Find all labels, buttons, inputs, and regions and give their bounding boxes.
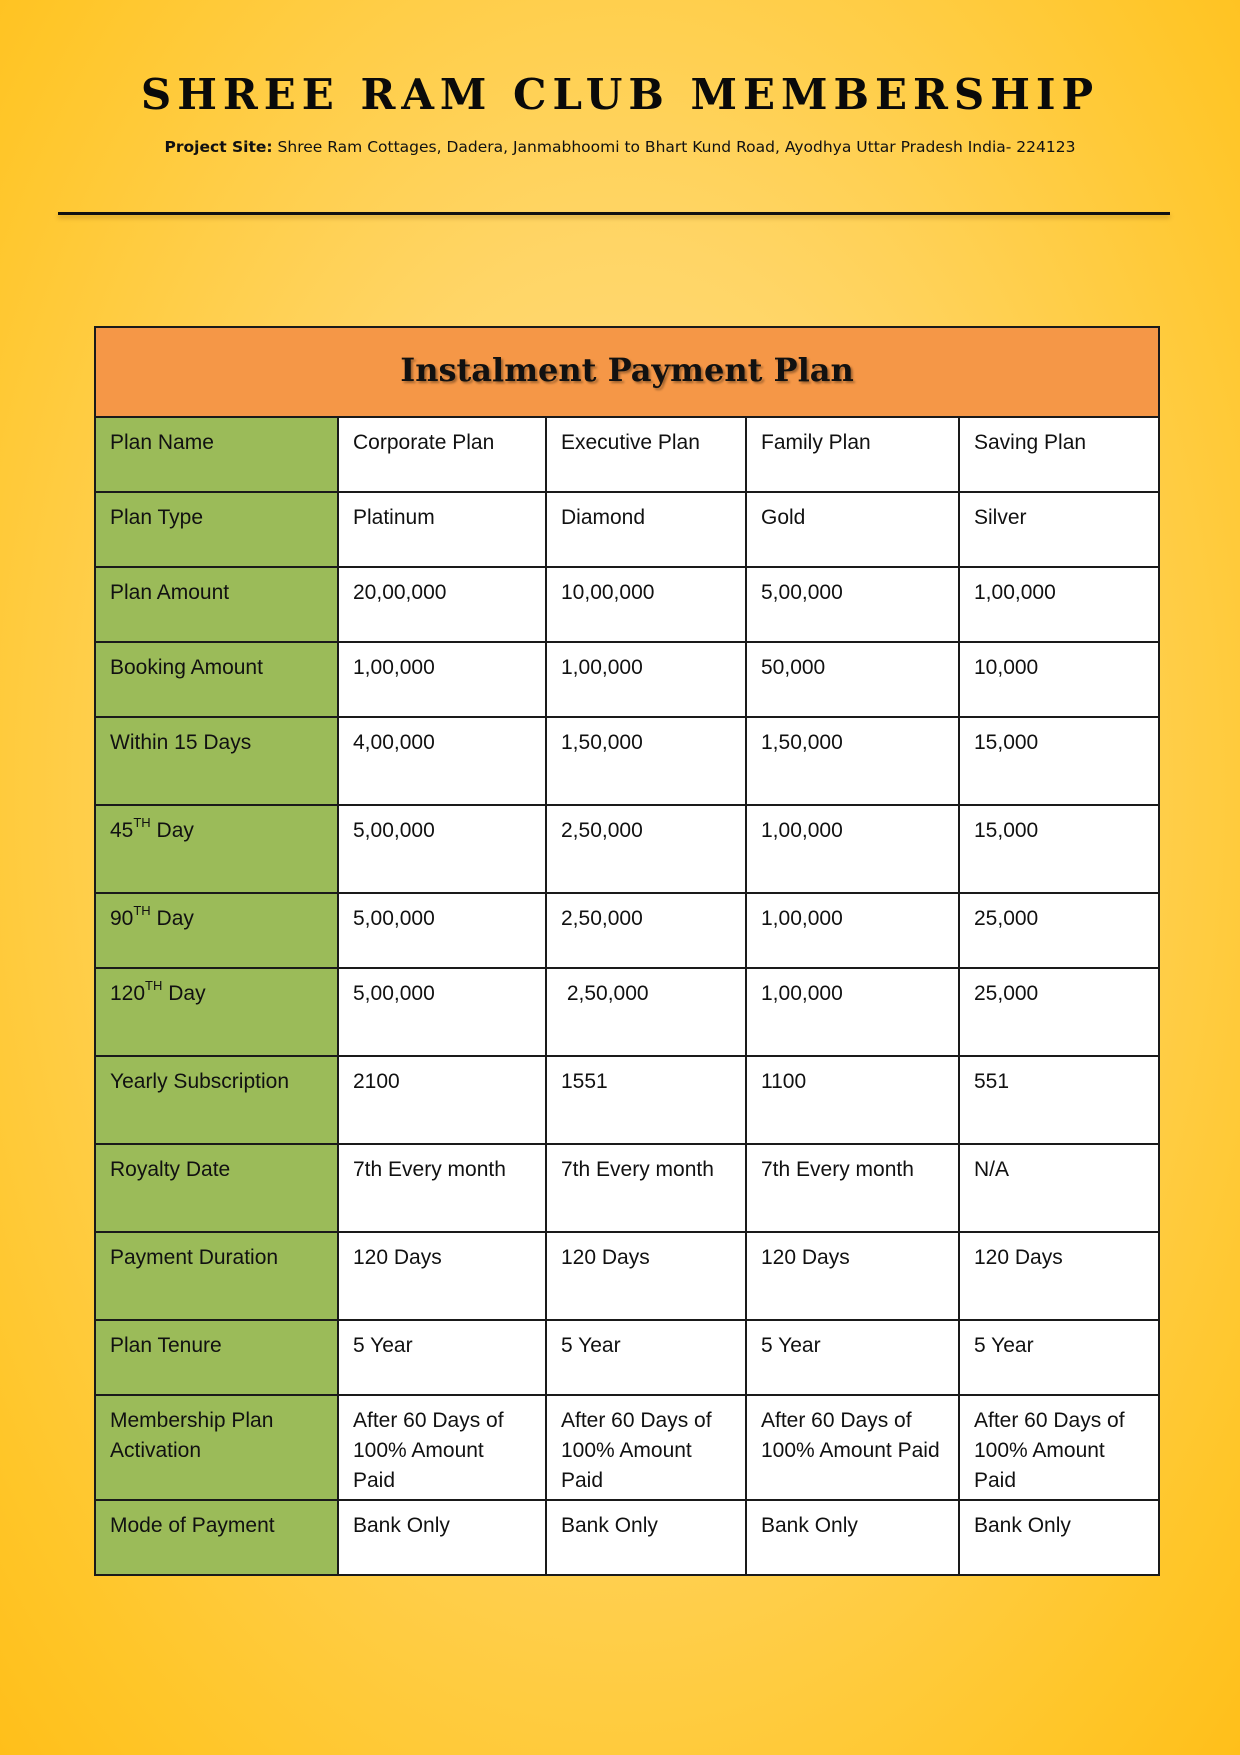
row-label-text: Plan Amount	[110, 581, 230, 604]
row-label	[95, 1056, 338, 1144]
table-cell: 1,00,000	[338, 642, 546, 717]
table-cell: Corporate Plan	[338, 417, 546, 492]
table-cell: 5,00,000	[746, 567, 959, 642]
table-cell: Bank Only	[338, 1500, 546, 1575]
table-cell: 25,000	[959, 893, 1159, 968]
table-caption-row	[95, 327, 1159, 417]
table-row	[95, 492, 1159, 567]
row-label	[95, 805, 338, 893]
table-caption	[95, 327, 1159, 417]
table-row	[95, 893, 1159, 968]
row-label	[95, 567, 338, 642]
row-label	[95, 1232, 338, 1320]
table-body	[95, 417, 1159, 1575]
table-cell: 2100	[338, 1056, 546, 1144]
row-label-suffix: Day	[162, 982, 206, 1005]
table-cell: 20,00,000	[338, 567, 546, 642]
table-cell: 10,00,000	[546, 567, 746, 642]
table-cell: 10,000	[959, 642, 1159, 717]
page-title: SHREE RAM CLUB MEMBERSHIP	[140, 70, 1100, 119]
table-cell: 5,00,000	[338, 968, 546, 1056]
project-site-label: Project Site:	[164, 138, 273, 156]
table-cell: 5 Year	[546, 1320, 746, 1395]
project-site-address: Shree Ram Cottages, Dadera, Janmabhoomi to Bhart Kund Road, Ayodhya Uttar Pradesh India- 224123	[277, 138, 1076, 156]
table-cell: 50,000	[746, 642, 959, 717]
table-cell: Saving Plan	[959, 417, 1159, 492]
table-cell: 5,00,000	[338, 805, 546, 893]
table-cell: Platinum	[338, 492, 546, 567]
table-cell: 7th Every month	[338, 1144, 546, 1232]
table-cell: 1,00,000	[746, 968, 959, 1056]
row-label	[95, 1320, 338, 1395]
row-label	[95, 642, 338, 717]
table-cell: Bank Only	[546, 1500, 746, 1575]
table-cell: Family Plan	[746, 417, 959, 492]
row-label	[95, 1395, 338, 1500]
table-row	[95, 1320, 1159, 1395]
row-label-suffix: Day	[150, 907, 194, 930]
table-cell: 1,00,000	[746, 893, 959, 968]
row-label	[95, 417, 338, 492]
table-cell: After 60 Days of 100% Amount Paid	[338, 1395, 546, 1500]
table-row	[95, 1500, 1159, 1575]
table-row	[95, 805, 1159, 893]
table-cell: 7th Every month	[746, 1144, 959, 1232]
row-label	[95, 1500, 338, 1575]
row-label	[95, 492, 338, 567]
table-cell: 551	[959, 1056, 1159, 1144]
table-cell: 120 Days	[338, 1232, 546, 1320]
table-row	[95, 567, 1159, 642]
table-cell: 5 Year	[338, 1320, 546, 1395]
table-cell: 1,00,000	[746, 805, 959, 893]
table-cell: 120 Days	[546, 1232, 746, 1320]
table-row	[95, 968, 1159, 1056]
row-label-text: Plan Name	[110, 431, 214, 454]
table-cell: 5,00,000	[338, 893, 546, 968]
row-label-text: Booking Amount	[110, 656, 263, 679]
table-cell: 1551	[546, 1056, 746, 1144]
table-row	[95, 642, 1159, 717]
table-cell: Gold	[746, 492, 959, 567]
row-label-text: Membership Plan Activation	[110, 1409, 274, 1462]
row-label-text: 90	[110, 907, 134, 930]
row-label-text: 45	[110, 819, 134, 842]
row-label-superscript: TH	[133, 903, 151, 918]
table-row	[95, 717, 1159, 805]
table-cell: Executive Plan	[546, 417, 746, 492]
row-label-text: 120	[110, 982, 146, 1005]
row-label	[95, 893, 338, 968]
table-cell: 2,50,000	[546, 805, 746, 893]
header-divider	[58, 212, 1170, 215]
row-label	[95, 717, 338, 805]
table-cell: Bank Only	[746, 1500, 959, 1575]
row-label-superscript: TH	[133, 815, 151, 830]
table-cell: After 60 Days of 100% Amount Paid	[546, 1395, 746, 1500]
row-label-superscript: TH	[145, 978, 163, 993]
table-cell: 2,50,000	[546, 968, 746, 1056]
payment-plan-table	[94, 326, 1160, 1576]
table-cell: 1,50,000	[546, 717, 746, 805]
table-cell: 1,00,000	[959, 567, 1159, 642]
table-row	[95, 1395, 1159, 1500]
table-row	[95, 1232, 1159, 1320]
table-cell: Silver	[959, 492, 1159, 567]
table-cell: 2,50,000	[546, 893, 746, 968]
row-label-suffix: Day	[150, 819, 194, 842]
table-cell: 120 Days	[746, 1232, 959, 1320]
table-cell: After 60 Days of 100% Amount Paid	[959, 1395, 1159, 1500]
row-label	[95, 1144, 338, 1232]
row-label-text: Within 15 Days	[110, 731, 252, 754]
table-cell: 15,000	[959, 717, 1159, 805]
table-row	[95, 1056, 1159, 1144]
project-site-line	[0, 138, 1240, 156]
table-cell: 5 Year	[959, 1320, 1159, 1395]
table-row	[95, 417, 1159, 492]
table-cell: 4,00,000	[338, 717, 546, 805]
row-label-text: Yearly Subscription	[110, 1070, 289, 1093]
row-label-text: Payment Duration	[110, 1246, 279, 1269]
table-cell: 1,00,000	[546, 642, 746, 717]
table-cell: Bank Only	[959, 1500, 1159, 1575]
table-cell: 15,000	[959, 805, 1159, 893]
row-label-text: Mode of Payment	[110, 1514, 275, 1537]
table-cell: Diamond	[546, 492, 746, 567]
table-cell: 7th Every month	[546, 1144, 746, 1232]
row-label-text: Plan Tenure	[110, 1334, 222, 1357]
table-cell: 120 Days	[959, 1232, 1159, 1320]
row-label-text: Royalty Date	[110, 1158, 231, 1181]
table-cell: 25,000	[959, 968, 1159, 1056]
table-cell: 1,50,000	[746, 717, 959, 805]
table-caption-text: Instalment Payment Plan	[400, 350, 854, 389]
table-cell: After 60 Days of 100% Amount Paid	[746, 1395, 959, 1500]
table-cell: 5 Year	[746, 1320, 959, 1395]
row-label	[95, 968, 338, 1056]
table-cell: N/A	[959, 1144, 1159, 1232]
table-row	[95, 1144, 1159, 1232]
row-label-text: Plan Type	[110, 506, 204, 529]
table-cell: 1100	[746, 1056, 959, 1144]
